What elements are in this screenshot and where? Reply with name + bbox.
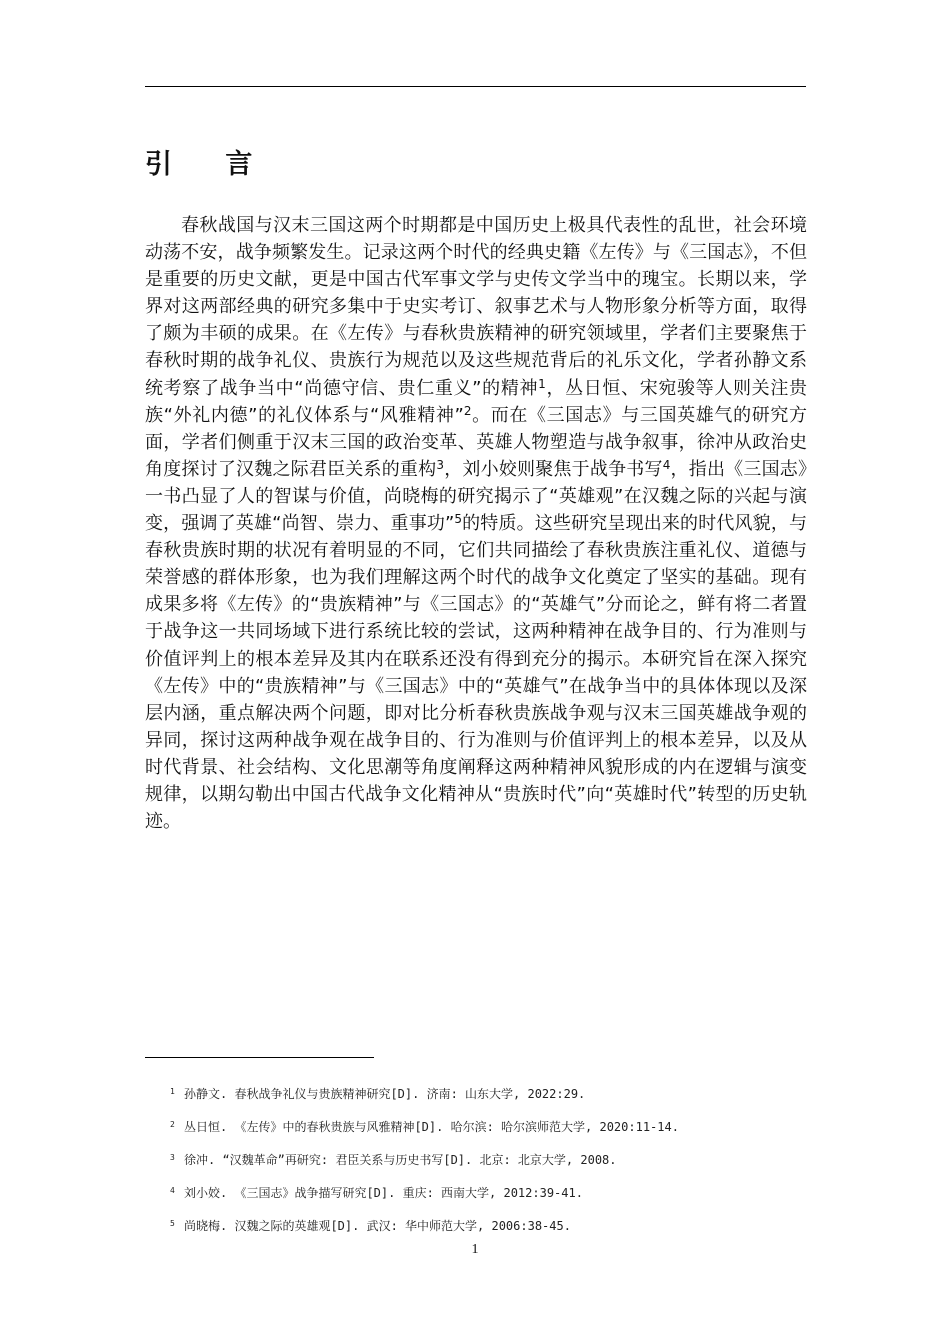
- header-rule: [145, 86, 806, 87]
- footnote-ref-4[interactable]: 4: [662, 457, 671, 472]
- footnote-text: 徐冲. “汉魏革命”再研究: 君臣关系与历史书写[D]. 北京: 北京大学, 2008.: [184, 1153, 617, 1167]
- footnote-text: 丛日恒. 《左传》中的春秋贵族与风雅精神[D]. 哈尔滨: 哈尔滨师范大学, 2020:11-14.: [184, 1120, 679, 1134]
- body-text-segment: ，指出《三国志》一书凸显了人的智谋与价值，尚晓梅的研究揭示了“英雄观”在汉魏之际的兴起与演变，强调了英雄“尚智、崇力、重事功”: [145, 458, 808, 535]
- footnote-number: 4: [170, 1186, 175, 1195]
- footnote-ref-2[interactable]: 2: [463, 403, 472, 418]
- page-number: 1: [471, 1242, 479, 1257]
- footnote-ref-5[interactable]: 5: [454, 512, 462, 527]
- footnote-text: 孙静文. 春秋战争礼仪与贵族精神研究[D]. 济南: 山东大学, 2022:29.: [184, 1087, 586, 1101]
- body-text-segment: ，刘小姣则聚焦于战争书写: [443, 458, 663, 480]
- footnote-separator: [145, 1057, 374, 1058]
- footnote-number: 2: [170, 1120, 175, 1129]
- body-text-segment: ，丛日恒、宋宛骏等人则关注贵族“外礼内德”的礼仪体系与“风雅精神”: [145, 377, 807, 426]
- footnote-list: [170, 1075, 800, 1240]
- footnote-number: 3: [170, 1153, 175, 1162]
- footnote-number: 5: [170, 1219, 175, 1228]
- footnote-item: [170, 1075, 800, 1108]
- body-paragraph: [145, 212, 807, 835]
- footnote-item: [170, 1141, 800, 1174]
- body-text-segment: 的特质。这些研究呈现出来的时代风貌，与春秋贵族时期的状况有着明显的不同，它们共同描绘了春秋贵族注重礼仪、道德与荣誉感的群体形象，也为我们理解这两个时代的战争文化奠定了坚实的基础。现有成果多将《左传》的“贵族精神”与《三国志》的“英雄气”分而论之，鲜有将二者置于战争这一共同场域下进行系统比较的尝试，这两种精神在战争目的、行为准则与价值评判上的根本差异及其内在联系还没有得到充分的揭示。本研究旨在深入探究《左传》中的“贵族精神”与《三国志》中的“英雄气”在战争当中的具体体现以及深层内涵，重点解决两个问题，即对比分析春秋贵族战争观与汉末三国英雄战争观的异同，探讨这两种战争观在战争目的、行为准则与价值评判上的根本差异，以及从时代背景、社会结构、文化思潮等角度阐释这两种精神风貌形成的内在逻辑与演变规律，以期勾勒出中国古代战争文化精神从“贵族时代”向“英雄时代”转型的历史轨迹。: [145, 513, 807, 833]
- footnote-text: 尚晓梅. 汉魏之际的英雄观[D]. 武汉: 华中师范大学, 2006:38-45.: [184, 1219, 571, 1233]
- footnote-number: 1: [170, 1087, 175, 1096]
- footnote-ref-3[interactable]: 3: [436, 457, 444, 472]
- footnote-item: [170, 1174, 800, 1207]
- body-text-segment: 。而在《三国志》与三国英雄气的研究方面，学者们侧重于汉末三国的政治变革、英雄人物塑造与战争叙事，徐冲从政治史角度探讨了汉魏之际君臣关系的重构: [145, 404, 807, 480]
- footnote-item: [170, 1207, 800, 1240]
- section-heading: 引 言: [145, 149, 275, 180]
- footnote-ref-1[interactable]: 1: [538, 376, 546, 391]
- body-text-segment: 春秋战国与汉末三国这两个时期都是中国历史上极具代表性的乱世，社会环境动荡不安，战争频繁发生。记录这两个时代的经典史籍《左传》与《三国志》，不但是重要的历史文献，更是中国古代军事文学与史传文学当中的瑰宝。长期以来，学界对这两部经典的研究多集中于史实考订、叙事艺术与人物形象分析等方面，取得了颇为丰硕的成果。在《左传》与春秋贵族精神的研究领域里，学者们主要聚焦于春秋时期的战争礼仪、贵族行为规范以及这些规范背后的礼乐文化，学者孙静文系统考察了战争当中“尚德守信、贵仁重义”的精神: [145, 215, 807, 399]
- footnote-item: [170, 1108, 800, 1141]
- footnote-text: 刘小姣. 《三国志》战争描写研究[D]. 重庆: 西南大学, 2012:39-41.: [184, 1186, 583, 1200]
